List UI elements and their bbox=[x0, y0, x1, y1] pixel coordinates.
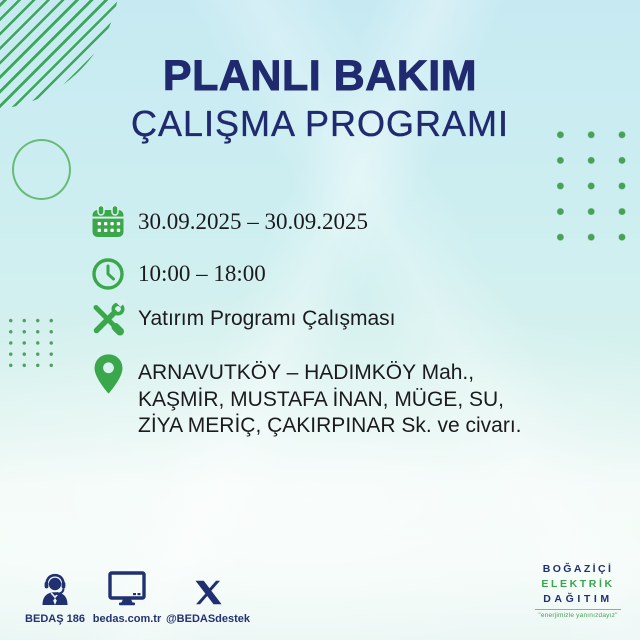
dots-grid-left-decoration bbox=[4, 315, 58, 371]
company-logo bbox=[534, 564, 622, 619]
logo-line-elektrik: ELEKTRİK bbox=[541, 578, 615, 590]
contact-callcenter bbox=[26, 570, 84, 625]
time-row bbox=[88, 256, 568, 292]
contact-label: BEDAŞ 186 bbox=[25, 613, 85, 625]
work-type: Yatırım Programı Çalışması bbox=[138, 307, 396, 330]
poster-title bbox=[0, 52, 640, 144]
time-range: 10:00 – 18:00 bbox=[138, 261, 266, 286]
contact-label: bedas.com.tr bbox=[92, 613, 162, 625]
contact-channels bbox=[25, 570, 251, 625]
title-line-1: PLANLI BAKIM bbox=[162, 52, 478, 100]
location-row bbox=[88, 353, 568, 440]
schedule-info bbox=[88, 203, 568, 440]
title-line-2: ÇALIŞMA PROGRAMI bbox=[130, 103, 510, 144]
contact-label: @BEDASdestek bbox=[165, 613, 251, 625]
address-line: KAŞMİR, MUSTAFA İNAN, MÜGE, SU, bbox=[138, 387, 504, 411]
date-range: 30.09.2025 – 30.09.2025 bbox=[138, 209, 368, 234]
contact-website bbox=[94, 570, 160, 625]
address-line: ARNAVUTKÖY – HADIMKÖY Mah., bbox=[138, 361, 475, 384]
support-agent-icon bbox=[34, 570, 76, 607]
logo-divider bbox=[535, 609, 621, 610]
logo-tagline: "enerjimizle yanınızdayız" bbox=[538, 611, 618, 619]
clock-icon bbox=[88, 257, 128, 291]
tools-icon bbox=[88, 300, 128, 338]
monitor-icon bbox=[106, 570, 148, 607]
date-row bbox=[88, 203, 568, 241]
circle-outline-decoration bbox=[12, 139, 71, 200]
calendar-icon bbox=[88, 204, 128, 240]
logo-line-bogazici: BOĞAZİÇİ bbox=[542, 563, 614, 575]
logo-line-dagitim: DAĞITIM bbox=[543, 593, 613, 605]
location-address bbox=[138, 353, 522, 440]
location-pin-icon bbox=[88, 353, 128, 395]
x-social-icon bbox=[193, 570, 224, 607]
work-type-row bbox=[88, 300, 568, 338]
address-line: ZİYA MERİÇ, ÇAKIRPINAR Sk. ve civarı. bbox=[138, 414, 522, 437]
contact-x-account bbox=[165, 570, 251, 625]
